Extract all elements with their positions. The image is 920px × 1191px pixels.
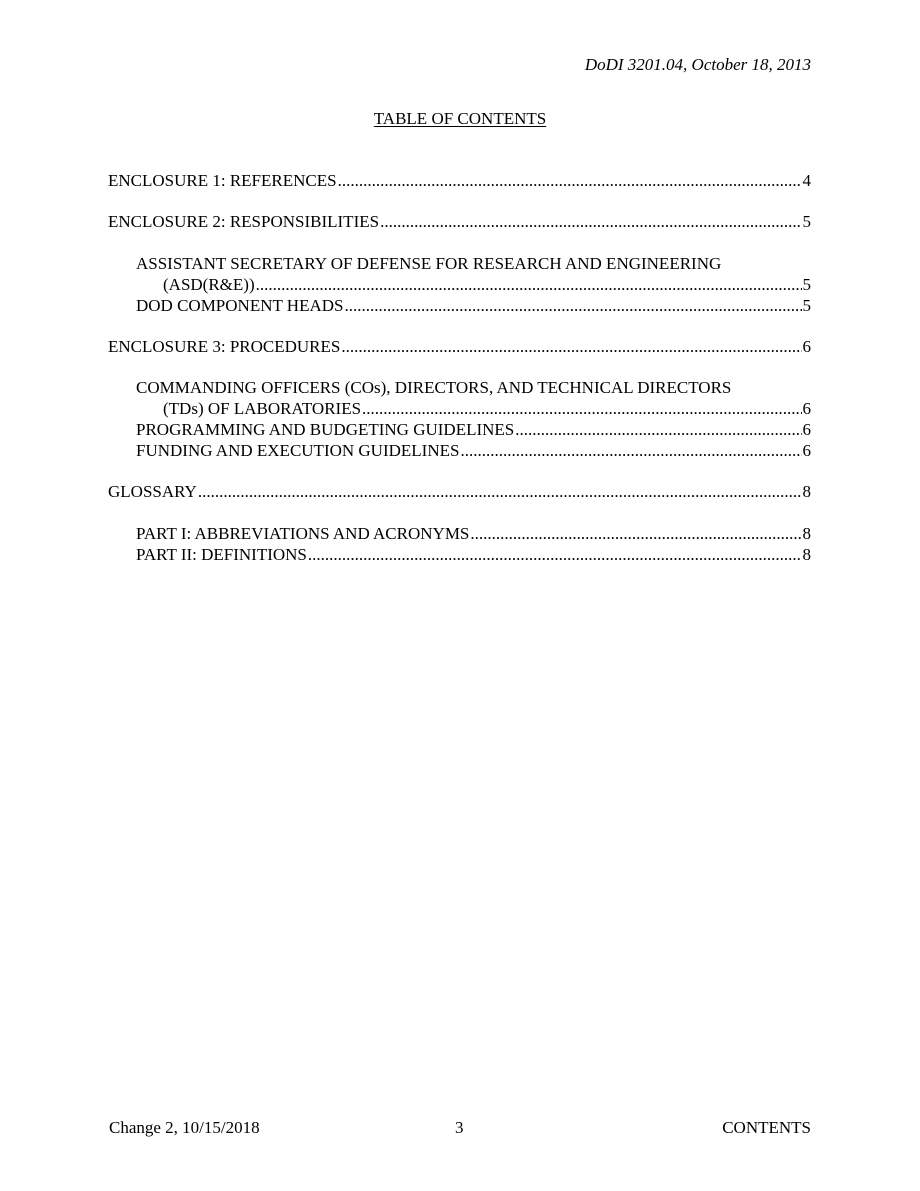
toc-entry-text: GLOSSARY: [108, 482, 197, 501]
toc-entry-commanding-officers-line1: COMMANDING OFFICERS (COs), DIRECTORS, AND TECHNICAL DIRECTORS: [136, 378, 732, 397]
toc-entry-part-2[interactable]: [136, 544, 811, 566]
toc-entry-dod-component-heads[interactable]: [136, 295, 811, 317]
toc-entry-page: 6: [802, 337, 811, 356]
toc-leader-dots: [380, 211, 801, 233]
toc-entry-text: PART II: DEFINITIONS: [136, 545, 307, 564]
toc-entry-text: PART I: ABBREVIATIONS AND ACRONYMS: [136, 524, 470, 543]
toc-leader-dots: [308, 544, 802, 566]
toc-entry-enclosure-1[interactable]: [108, 170, 811, 192]
toc-leader-dots: [460, 440, 801, 462]
footer-change: Change 2, 10/15/2018: [109, 1118, 260, 1137]
toc-leader-dots: [256, 274, 802, 296]
toc-entry-enclosure-2[interactable]: [108, 211, 811, 233]
toc-entry-text: ENCLOSURE 2: RESPONSIBILITIES: [108, 212, 380, 231]
toc-entry-text: DOD COMPONENT HEADS: [136, 296, 344, 315]
toc-entry-page: 8: [802, 524, 811, 543]
toc-entry-page: 6: [802, 420, 811, 439]
toc-entry-text: (TDs) OF LABORATORIES: [163, 399, 362, 418]
toc-entry-page: 4: [802, 171, 811, 190]
toc-entry-part-1[interactable]: [136, 523, 811, 545]
toc-leader-dots: [338, 170, 802, 192]
toc-title: [0, 108, 920, 130]
toc-leader-dots: [344, 295, 801, 317]
toc-entry-funding-execution[interactable]: [136, 440, 811, 462]
toc-entry-text: PROGRAMMING AND BUDGETING GUIDELINES: [136, 420, 515, 439]
toc-leader-dots: [198, 481, 802, 503]
toc-entry-asd[interactable]: [163, 274, 811, 296]
toc-entry-commanding-officers[interactable]: [163, 398, 811, 420]
toc-entry-page: 6: [802, 441, 811, 460]
toc-entry-asd-line1: ASSISTANT SECRETARY OF DEFENSE FOR RESEARCH AND ENGINEERING: [136, 254, 722, 273]
toc-entry-page: 5: [802, 275, 811, 294]
toc-entry-text: (ASD(R&E)): [163, 275, 255, 294]
toc-entry-enclosure-3[interactable]: [108, 336, 811, 358]
toc-leader-dots: [362, 398, 801, 420]
toc-entry-page: 8: [802, 482, 811, 501]
toc-leader-dots: [341, 336, 801, 358]
toc-leader-dots: [515, 419, 801, 441]
toc-entry-text: ENCLOSURE 3: PROCEDURES: [108, 337, 341, 356]
toc-leader-dots: [470, 523, 801, 545]
toc-entry-page: 5: [802, 212, 811, 231]
toc-entry-page: 8: [802, 545, 811, 564]
toc-entry-page: 5: [802, 296, 811, 315]
toc-entry-text: FUNDING AND EXECUTION GUIDELINES: [136, 441, 460, 460]
toc-entry-text: ENCLOSURE 1: REFERENCES: [108, 171, 337, 190]
footer-page-number: 3: [455, 1118, 464, 1137]
toc-title-text: TABLE OF CONTENTS: [373, 109, 547, 128]
toc-entry-page: 6: [802, 399, 811, 418]
footer-section: CONTENTS: [722, 1118, 811, 1137]
toc-entry-programming-budgeting[interactable]: [136, 419, 811, 441]
toc-entry-glossary[interactable]: [108, 481, 811, 503]
document-header: DoDI 3201.04, October 18, 2013: [584, 55, 811, 74]
